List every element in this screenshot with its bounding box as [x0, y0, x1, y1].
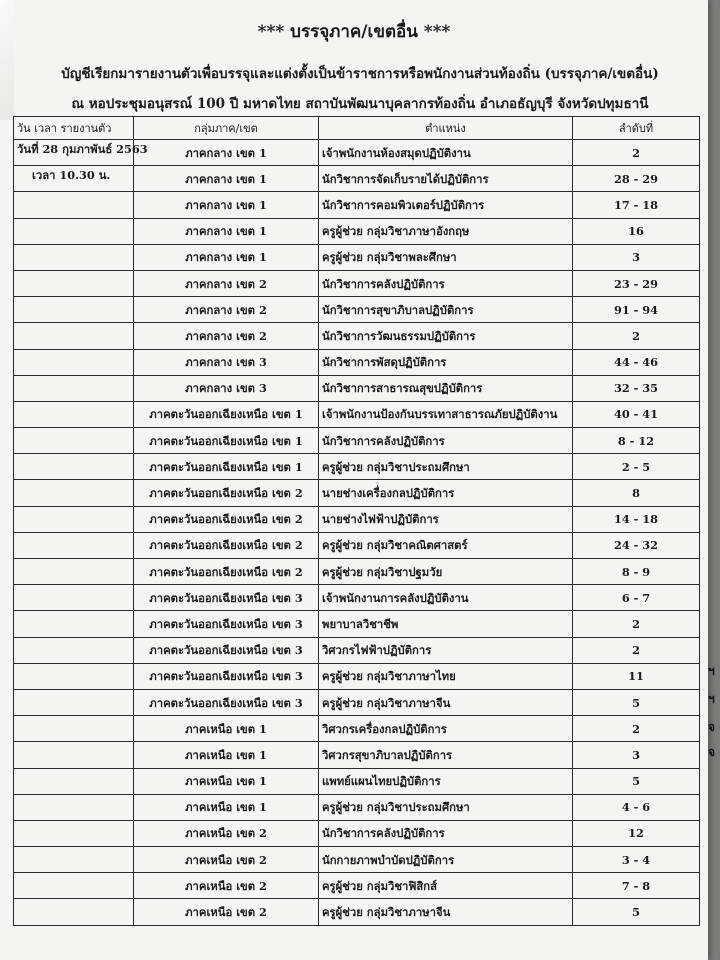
order-cell: 2	[573, 637, 700, 663]
zone-cell: ภาคตะวันออกเฉียงเหนือ เขต 3	[134, 637, 319, 663]
datetime-cell	[14, 873, 134, 899]
table-row	[14, 428, 700, 454]
table-body	[14, 140, 700, 926]
datetime-cell	[14, 480, 134, 506]
zone-cell: ภาคกลาง เขต 1	[134, 192, 319, 218]
datetime-cell	[14, 689, 134, 715]
datetime-cell	[14, 218, 134, 244]
datetime-cell	[14, 454, 134, 480]
table-row	[14, 899, 700, 925]
position-cell: เจ้าพนักงานห้องสมุดปฏิบัติงาน	[319, 140, 573, 166]
order-cell: 40 - 41	[573, 401, 700, 427]
zone-cell: ภาคตะวันออกเฉียงเหนือ เขต 1	[134, 454, 319, 480]
table-row	[14, 532, 700, 558]
datetime-cell	[14, 323, 134, 349]
edge-fragment: ฯ	[708, 692, 715, 706]
edge-fragment: จ	[708, 720, 716, 734]
header-datetime: วัน เวลา รายงานตัว	[14, 117, 134, 140]
order-cell: 3	[573, 742, 700, 768]
report-table	[13, 116, 700, 926]
datetime-cell	[14, 611, 134, 637]
zone-cell: ภาคตะวันออกเฉียงเหนือ เขต 2	[134, 480, 319, 506]
position-cell: นักวิชาการสุขาภิบาลปฏิบัติการ	[319, 297, 573, 323]
order-cell: 44 - 46	[573, 349, 700, 375]
position-cell: นายช่างไฟฟ้าปฏิบัติการ	[319, 506, 573, 532]
position-cell: ครูผู้ช่วย กลุ่มวิชาภาษาจีน	[319, 899, 573, 925]
zone-cell: ภาคเหนือ เขต 2	[134, 899, 319, 925]
table-row	[14, 349, 700, 375]
position-cell: นักวิชาการพัสดุปฏิบัติการ	[319, 349, 573, 375]
order-cell: 8 - 9	[573, 559, 700, 585]
datetime-cell	[14, 375, 134, 401]
datetime-cell	[14, 428, 134, 454]
zone-cell: ภาคกลาง เขต 1	[134, 218, 319, 244]
position-cell: ครูผู้ช่วย กลุ่มวิชาฟิสิกส์	[319, 873, 573, 899]
table-row	[14, 506, 700, 532]
datetime-cell	[14, 820, 134, 846]
position-cell: นักกายภาพบำบัดปฏิบัติการ	[319, 847, 573, 873]
position-cell: ครูผู้ช่วย กลุ่มวิชาภาษาไทย	[319, 663, 573, 689]
table-row	[14, 559, 700, 585]
zone-cell: ภาคเหนือ เขต 2	[134, 847, 319, 873]
order-cell: 17 - 18	[573, 192, 700, 218]
order-cell: 2	[573, 611, 700, 637]
position-cell: วิศวกรสุขาภิบาลปฏิบัติการ	[319, 742, 573, 768]
zone-cell: ภาคตะวันออกเฉียงเหนือ เขต 2	[134, 559, 319, 585]
table-row	[14, 401, 700, 427]
datetime-cell	[14, 349, 134, 375]
header-zone: กลุ่มภาค/เขต	[134, 117, 319, 140]
order-cell: 7 - 8	[573, 873, 700, 899]
table-row	[14, 166, 700, 192]
zone-cell: ภาคกลาง เขต 1	[134, 140, 319, 166]
table-row	[14, 820, 700, 846]
position-cell: นักวิชาการคลังปฏิบัติการ	[319, 820, 573, 846]
header-order: ลำดับที่	[573, 117, 700, 140]
order-cell: 6 - 7	[573, 585, 700, 611]
table-row	[14, 611, 700, 637]
order-cell: 3 - 4	[573, 847, 700, 873]
order-cell: 5	[573, 689, 700, 715]
table-row	[14, 218, 700, 244]
table-row	[14, 663, 700, 689]
edge-fragment: จ	[708, 745, 716, 759]
position-cell: วิศวกรไฟฟ้าปฏิบัติการ	[319, 637, 573, 663]
table-row	[14, 244, 700, 270]
order-cell: 24 - 32	[573, 532, 700, 558]
position-cell: นายช่างเครื่องกลปฏิบัติการ	[319, 480, 573, 506]
zone-cell: ภาคตะวันออกเฉียงเหนือ เขต 1	[134, 401, 319, 427]
zone-cell: ภาคกลาง เขต 2	[134, 323, 319, 349]
order-cell: 2	[573, 716, 700, 742]
position-cell: พยาบาลวิชาชีพ	[319, 611, 573, 637]
table-row	[14, 140, 700, 166]
zone-cell: ภาคเหนือ เขต 2	[134, 820, 319, 846]
table-row	[14, 192, 700, 218]
order-cell: 11	[573, 663, 700, 689]
position-cell: นักวิชาการคลังปฏิบัติการ	[319, 270, 573, 296]
position-cell: ครูผู้ช่วย กลุ่มวิชาคณิตศาสตร์	[319, 532, 573, 558]
zone-cell: ภาคตะวันออกเฉียงเหนือ เขต 3	[134, 611, 319, 637]
datetime-cell	[14, 244, 134, 270]
order-cell: 3	[573, 244, 700, 270]
zone-cell: ภาคเหนือ เขต 2	[134, 873, 319, 899]
datetime-cell	[14, 270, 134, 296]
zone-cell: ภาคกลาง เขต 2	[134, 297, 319, 323]
zone-cell: ภาคเหนือ เขต 1	[134, 716, 319, 742]
datetime-cell	[14, 401, 134, 427]
order-cell: 2 - 5	[573, 454, 700, 480]
subtitle-line-1: บัญชีเรียกมารายงานตัวเพื่อบรรจุและแต่งตั้งเป็นข้าราชการหรือพนักงานส่วนท้องถิ่น (บรรจุภาค/เขตอื่น)	[61, 66, 659, 82]
order-cell: 12	[573, 820, 700, 846]
table-row	[14, 270, 700, 296]
table-row	[14, 768, 700, 794]
datetime-cell	[14, 559, 134, 585]
datetime-cell	[14, 899, 134, 925]
position-cell: ครูผู้ช่วย กลุ่มวิชาภาษาจีน	[319, 689, 573, 715]
position-cell: นักวิชาการคลังปฏิบัติการ	[319, 428, 573, 454]
zone-cell: ภาคตะวันออกเฉียงเหนือ เขต 3	[134, 585, 319, 611]
table-row	[14, 454, 700, 480]
order-cell: 8	[573, 480, 700, 506]
page-title: *** บรรจุภาค/เขตอื่น ***	[257, 22, 451, 42]
table-row	[14, 585, 700, 611]
datetime-cell	[14, 585, 134, 611]
order-cell: 5	[573, 899, 700, 925]
table-row	[14, 480, 700, 506]
position-cell: ครูผู้ช่วย กลุ่มวิชาภาษาอังกฤษ	[319, 218, 573, 244]
zone-cell: ภาคกลาง เขต 3	[134, 349, 319, 375]
position-cell: ครูผู้ช่วย กลุ่มวิชาปฐมวัย	[319, 559, 573, 585]
header-position: ตำแหน่ง	[319, 117, 573, 140]
zone-cell: ภาคตะวันออกเฉียงเหนือ เขต 3	[134, 689, 319, 715]
table-row	[14, 742, 700, 768]
table-row	[14, 873, 700, 899]
order-cell: 2	[573, 140, 700, 166]
position-cell: เจ้าพนักงานการคลังปฏิบัติงาน	[319, 585, 573, 611]
table-row	[14, 794, 700, 820]
position-cell: นักวิชาการวัฒนธรรมปฏิบัติการ	[319, 323, 573, 349]
zone-cell: ภาคตะวันออกเฉียงเหนือ เขต 3	[134, 663, 319, 689]
zone-cell: ภาคกลาง เขต 3	[134, 375, 319, 401]
table-row	[14, 689, 700, 715]
zone-cell: ภาคตะวันออกเฉียงเหนือ เขต 2	[134, 506, 319, 532]
table-row	[14, 375, 700, 401]
datetime-cell	[14, 532, 134, 558]
zone-cell: ภาคตะวันออกเฉียงเหนือ เขต 2	[134, 532, 319, 558]
datetime-cell	[14, 847, 134, 873]
position-cell: เจ้าพนักงานป้องกันบรรเทาสาธารณภัยปฏิบัติงาน	[319, 401, 573, 427]
table-row	[14, 637, 700, 663]
datetime-cell	[14, 794, 134, 820]
zone-cell: ภาคเหนือ เขต 1	[134, 742, 319, 768]
zone-cell: ภาคเหนือ เขต 1	[134, 794, 319, 820]
order-cell: 16	[573, 218, 700, 244]
order-cell: 5	[573, 768, 700, 794]
datetime-cell	[14, 192, 134, 218]
table-row	[14, 716, 700, 742]
position-cell: วิศวกรเครื่องกลปฏิบัติการ	[319, 716, 573, 742]
order-cell: 28 - 29	[573, 166, 700, 192]
edge-fragment: ฯ	[708, 664, 715, 678]
order-cell: 4 - 6	[573, 794, 700, 820]
report-date: วันที่ 28 กุมภาพันธ์ 2563	[14, 140, 134, 166]
datetime-cell	[14, 742, 134, 768]
datetime-cell	[14, 297, 134, 323]
zone-cell: ภาคกลาง เขต 1	[134, 166, 319, 192]
position-cell: ครูผู้ช่วย กลุ่มวิชาพละศึกษา	[319, 244, 573, 270]
zone-cell: ภาคตะวันออกเฉียงเหนือ เขต 1	[134, 428, 319, 454]
order-cell: 91 - 94	[573, 297, 700, 323]
position-cell: แพทย์แผนไทยปฏิบัติการ	[319, 768, 573, 794]
position-cell: ครูผู้ช่วย กลุ่มวิชาประถมศึกษา	[319, 794, 573, 820]
zone-cell: ภาคกลาง เขต 1	[134, 244, 319, 270]
table-row	[14, 323, 700, 349]
order-cell: 32 - 35	[573, 375, 700, 401]
datetime-cell	[14, 716, 134, 742]
zone-cell: ภาคเหนือ เขต 1	[134, 768, 319, 794]
order-cell: 8 - 12	[573, 428, 700, 454]
position-cell: นักวิชาการจัดเก็บรายได้ปฏิบัติการ	[319, 166, 573, 192]
report-time: เวลา 10.30 น.	[14, 166, 134, 192]
datetime-cell	[14, 506, 134, 532]
table-row	[14, 297, 700, 323]
order-cell: 2	[573, 323, 700, 349]
position-cell: นักวิชาการสาธารณสุขปฏิบัติการ	[319, 375, 573, 401]
order-cell: 23 - 29	[573, 270, 700, 296]
subtitle-line-2: ณ หอประชุมอนุสรณ์ 100 ปี มหาดไทย สถาบันพัฒนาบุคลากรท้องถิ่น อำเภอธัญบุรี จังหวัดปทุมธานี	[71, 96, 649, 112]
zone-cell: ภาคกลาง เขต 2	[134, 270, 319, 296]
position-cell: ครูผู้ช่วย กลุ่มวิชาประถมศึกษา	[319, 454, 573, 480]
table-row	[14, 847, 700, 873]
order-cell: 14 - 18	[573, 506, 700, 532]
position-cell: นักวิชาการคอมพิวเตอร์ปฏิบัติการ	[319, 192, 573, 218]
datetime-cell	[14, 637, 134, 663]
table-header-row	[14, 117, 700, 140]
datetime-cell	[14, 663, 134, 689]
datetime-cell	[14, 768, 134, 794]
